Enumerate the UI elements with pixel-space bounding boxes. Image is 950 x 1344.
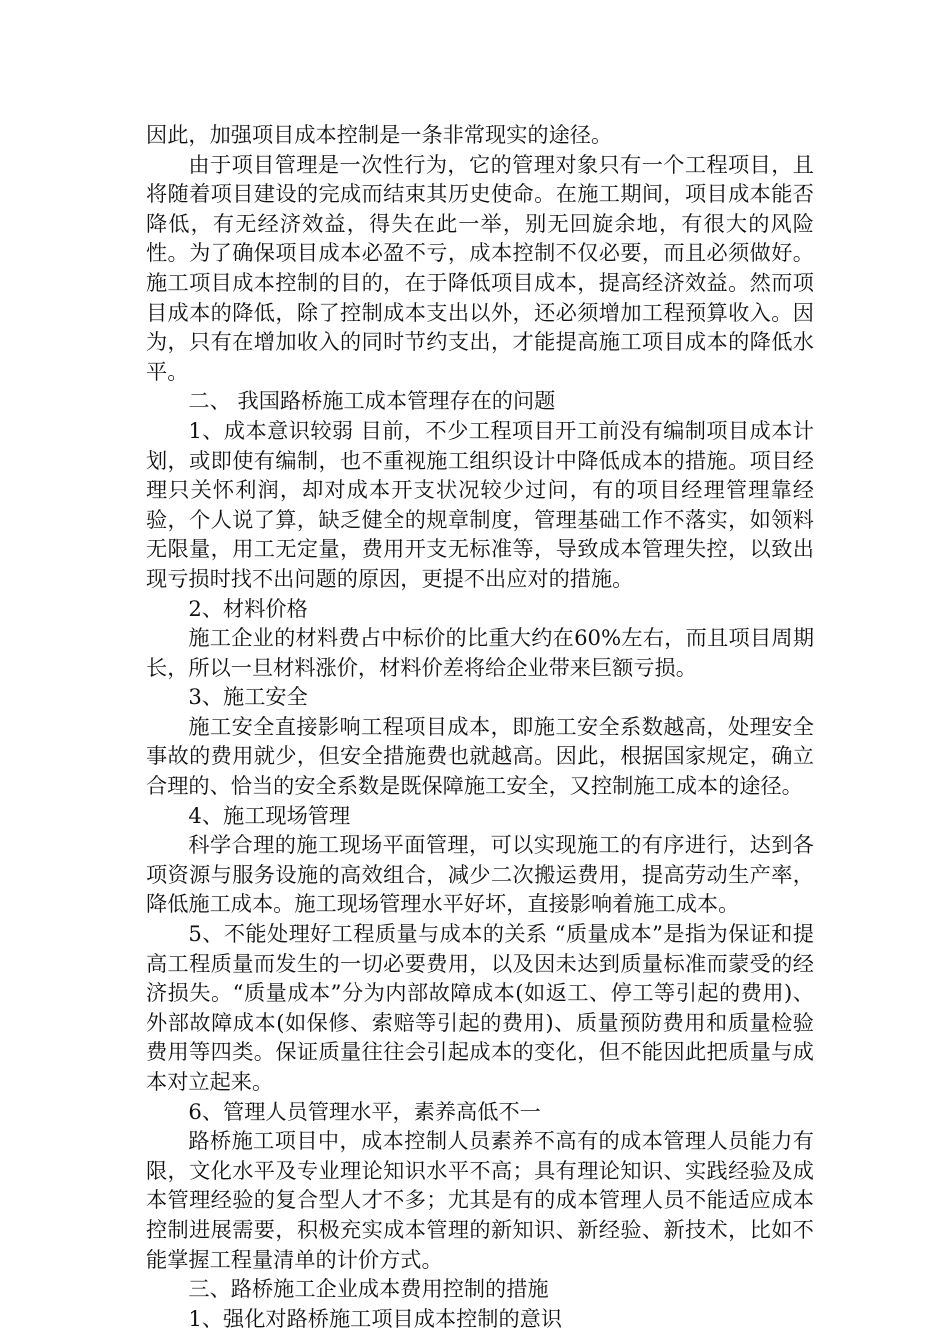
subheading-site-management: 4、施工现场管理 xyxy=(188,802,351,828)
paragraph-quality-cost: 5、不能处理好工程质量与成本的关系 “质量成本”是指为保证和提高工程质量而发生的一切必要费用，以及因未达到质量标准而蒙受的经济损失。“质量成本”分为内部故障成本(如返工、停工等引起的费用)、外部故障成本(如保修、索赔等引起的费用)、质量预防费用和质量检验费用等四类。保证质量往往会引起成本的变化，但不能因此把质量与成本对立起来。 xyxy=(146,921,814,1094)
section-heading-problems: 二、 我国路桥施工成本管理存在的问题 xyxy=(188,388,556,414)
document-body xyxy=(146,120,814,1333)
paragraph-site-management: 科学合理的施工现场平面管理，可以实现施工的有序进行，达到各项资源与服务设施的高效组合，减少二次搬运费用，提高劳动生产率，降低施工成本。施工现场管理水平好坏，直接影响着施工成本。 xyxy=(146,832,814,917)
paragraph-cost-awareness: 1、成本意识较弱 目前，不少工程项目开工前没有编制项目成本计划，或即使有编制，也不重视施工组织设计中降低成本的措施。项目经理只关怀利润，却对成本开支状况较少过问，有的项目经理管理靠经验，个人说了算，缺乏健全的规章制度，管理基础工作不落实，如领料无限量，用工无定量，费用开支无标准等，导致成本管理失控，以致出现亏损时找不出问题的原因，更提不出应对的措施。 xyxy=(146,417,814,591)
subheading-strengthen-awareness: 1、强化对路桥施工项目成本控制的意识 xyxy=(188,1305,563,1331)
subheading-construction-safety: 3、施工安全 xyxy=(188,684,308,710)
subheading-staff-level: 6、管理人员管理水平，素养高低不一 xyxy=(188,1098,541,1124)
section-heading-measures: 三、路桥施工企业成本费用控制的措施 xyxy=(188,1276,549,1302)
paragraph-intro-conclusion: 因此，加强项目成本控制是一条非常现实的途径。 xyxy=(146,122,613,147)
paragraph-construction-safety: 施工安全直接影响工程项目成本，即施工安全系数越高，处理安全事故的费用就少，但安全措施费也就越高。因此，根据国家规定，确立合理的、恰当的安全系数是既保障施工安全，又控制施工成本的途径。 xyxy=(146,713,814,799)
paragraph-staff-level: 路桥施工项目中，成本控制人员素养不高有的成本管理人员能力有限，文化水平及专业理论知识水平不高；具有理论知识、实践经验及成本管理经验的复合型人才不多；尤其是有的成本管理人员不能适应成本控制进展需要，积极充实成本管理的新知识、新经验、新技术，比如不能掌握工程量清单的计价方式。 xyxy=(146,1128,814,1272)
subheading-material-price: 2、材料价格 xyxy=(188,595,308,621)
paragraph-project-management: 由于项目管理是一次性行为，它的管理对象只有一个工程项目，且将随着项目建设的完成而结束其历史使命。在施工期间，项目成本能否降低，有无经济效益，得失在此一举，别无回旋余地，有很大的风险性。为了确保项目成本必盈不亏，成本控制不仅必要，而且必须做好。施工项目成本控制的目的，在于降低项目成本，提高经济效益。然而项目成本的降低，除了控制成本支出以外，还必须增加工程预算收入。因为，只有在增加收入的同时节约支出，才能提高施工项目成本的降低水平。 xyxy=(146,151,814,384)
paragraph-material-price: 施工企业的材料费占中标价的比重大约在60%左右，而且项目周期长，所以一旦材料涨价，材料价差将给企业带来巨额亏损。 xyxy=(146,625,814,680)
